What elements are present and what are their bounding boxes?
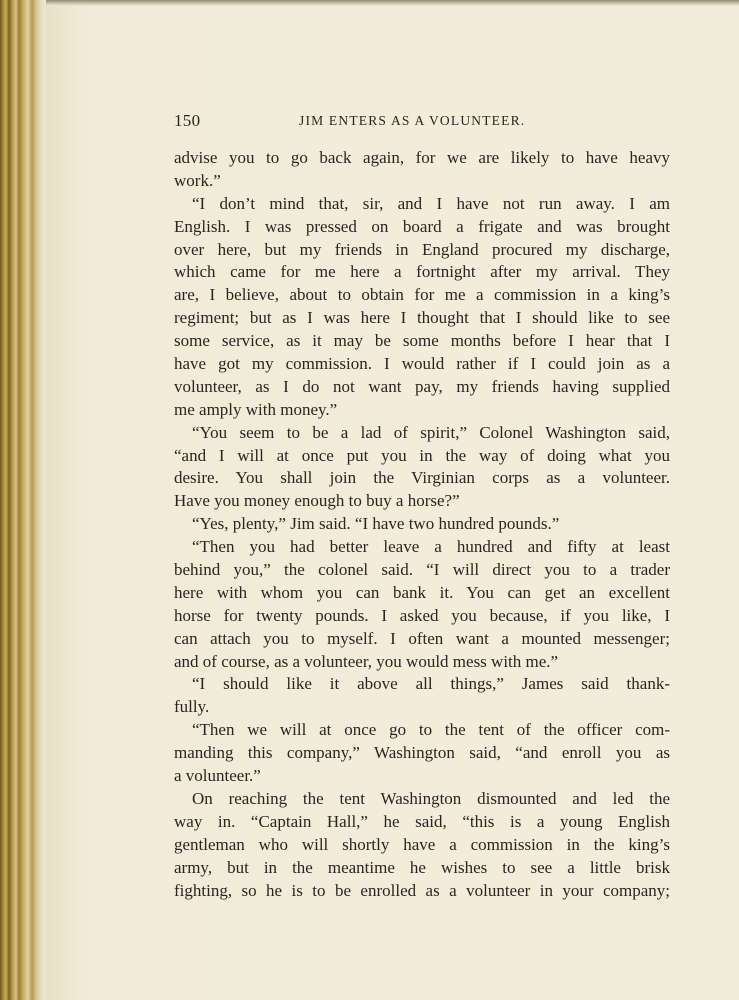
text-line: and of course, as a volunteer, you would mess with me.”	[174, 651, 559, 671]
text-line: have got my commission. I would rather if I could join as a	[174, 354, 670, 374]
body-text	[174, 147, 670, 902]
text-line: some service, as it may be some months before I hear that I	[174, 331, 670, 351]
text-line: “I don’t mind that, sir, and I have not run away. I am	[192, 193, 670, 213]
page-number: 150	[174, 111, 201, 130]
text-line: On reaching the tent Washington dismounted and led the	[192, 788, 670, 808]
text-line: volunteer, as I do not want pay, my friends having supplied	[174, 376, 670, 396]
text-line: here with whom you can bank it. You can get an excellent	[174, 582, 670, 602]
text-line: gentleman who will shortly have a commission in the king’s	[174, 834, 670, 854]
text-line: manding this company,” Washington said, “and enroll you as	[174, 743, 670, 763]
text-line: desire. You shall join the Virginian corps as a volunteer.	[174, 468, 670, 488]
text-line: Have you money enough to buy a horse?”	[174, 491, 460, 511]
text-line: which came for me here a fortnight after my arrival. They	[174, 262, 670, 282]
running-head: JIM ENTERS AS A VOLUNTEER.	[299, 113, 526, 128]
text-line: “You seem to be a lad of spirit,” Colonel Washington said,	[192, 422, 670, 442]
text-line: “Then we will at once go to the tent of the officer com-	[192, 720, 670, 740]
text-line: can attach you to myself. I often want a mounted messenger;	[174, 628, 670, 648]
text-line: way in. “Captain Hall,” he said, “this is a young English	[174, 811, 670, 831]
text-line: me amply with money.”	[174, 399, 338, 419]
text-line: English. I was pressed on board a frigate and was brought	[174, 216, 670, 236]
text-line: behind you,” the colonel said. “I will direct you to a trader	[174, 560, 670, 580]
text-line: advise you to go back again, for we are likely to have heavy	[174, 148, 670, 167]
text-line: over here, but my friends in England procured my discharge,	[174, 239, 670, 259]
text-line: “Yes, plenty,” Jim said. “I have two hundred pounds.”	[192, 514, 560, 534]
book-binding-edge	[0, 0, 46, 1000]
text-line: fighting, so he is to be enrolled as a volunteer in your company;	[174, 880, 670, 900]
text-line: army, but in the meantime he wishes to see a little brisk	[174, 857, 670, 877]
text-line: a volunteer.”	[174, 766, 261, 786]
text-line: horse for twenty pounds. I asked you because, if you like, I	[174, 605, 670, 625]
text-line: are, I believe, about to obtain for me a commission in a king’s	[174, 285, 670, 305]
page-header	[174, 111, 670, 137]
text-line: “I should like it above all things,” James said thank-	[192, 674, 670, 694]
text-line: work.”	[174, 170, 221, 190]
text-line: “and I will at once put you in the way of doing what you	[174, 445, 670, 465]
text-line: regiment; but as I was here I thought that I should like to see	[174, 308, 670, 328]
text-line: “Then you had better leave a hundred and fifty at least	[192, 537, 670, 557]
text-line: fully.	[174, 697, 210, 717]
